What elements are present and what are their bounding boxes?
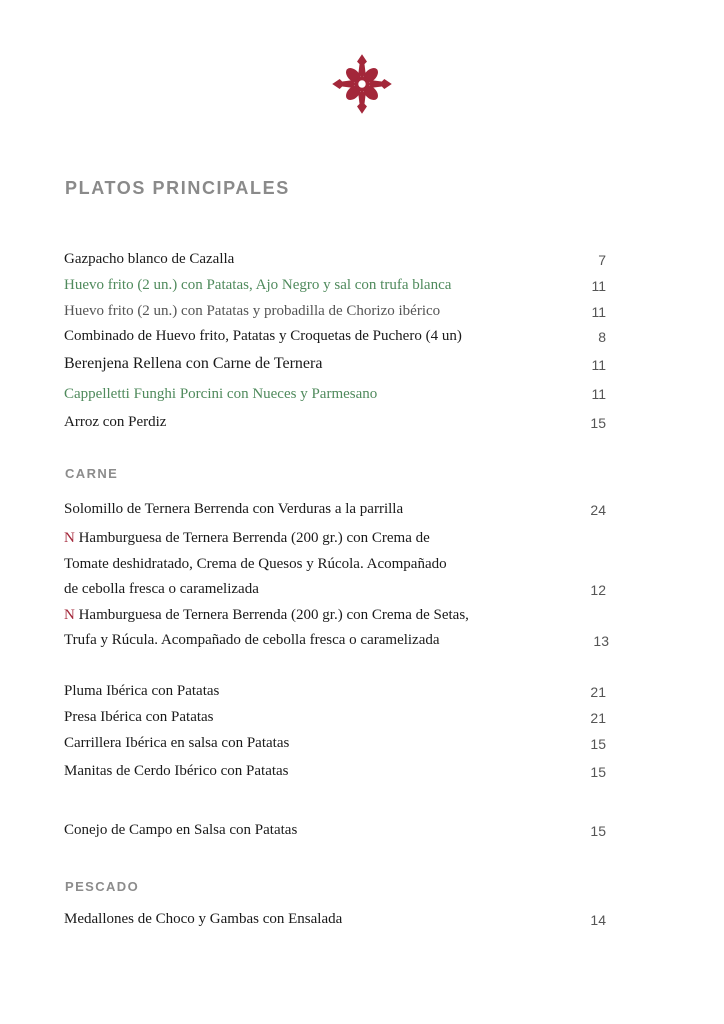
- menu-item-name: Arroz con Perdiz: [64, 414, 167, 430]
- new-badge: N: [64, 530, 75, 546]
- menu-item-description: Tomate deshidratado, Crema de Quesos y Rúcola. Acompañado: [64, 556, 447, 572]
- menu-item-price: 15: [590, 823, 606, 839]
- section-heading-pescado: PESCADO: [65, 879, 140, 894]
- fleur-cross-icon: [331, 53, 393, 115]
- menu-item-name: Huevo frito (2 un.) con Patatas, Ajo Negro y sal con trufa blanca: [64, 277, 452, 293]
- menu-item-price: 21: [590, 684, 606, 700]
- menu-item-name: [64, 607, 469, 624]
- menu-item-name: Manitas de Cerdo Ibérico con Patatas: [64, 763, 289, 779]
- menu-item-name: Carrillera Ibérica en salsa con Patatas: [64, 735, 290, 751]
- menu-item-name: Presa Ibérica con Patatas: [64, 709, 214, 725]
- menu-item-name: [64, 530, 430, 547]
- menu-item-name: Solomillo de Ternera Berrenda con Verduras a la parrilla: [64, 501, 404, 517]
- menu-item-price: 11: [591, 304, 606, 320]
- menu-item-price: 11: [591, 386, 606, 402]
- menu-item-name: Pluma Ibérica con Patatas: [64, 683, 220, 699]
- menu-item-text: Hamburguesa de Ternera Berrenda (200 gr.) con Crema de: [74, 530, 430, 546]
- menu-item-price: 14: [590, 912, 606, 928]
- menu-item-name: Medallones de Choco y Gambas con Ensalada: [64, 911, 343, 927]
- section-title-platos-principales: PLATOS PRINCIPALES: [65, 178, 290, 198]
- menu-item-price: 7: [598, 252, 606, 268]
- section-heading-carne: CARNE: [65, 466, 119, 481]
- menu-item-price: 21: [590, 710, 606, 726]
- menu-item-price: 11: [591, 357, 606, 373]
- menu-item-description: Trufa y Rúcula. Acompañado de cebolla fresca o caramelizada: [64, 632, 440, 648]
- menu-item-price: 15: [590, 415, 606, 431]
- menu-item-name: Berenjena Rellena con Carne de Ternera: [64, 355, 323, 372]
- menu-item-name: Combinado de Huevo frito, Patatas y Croquetas de Puchero (4 un): [64, 328, 462, 344]
- menu-item-name: Gazpacho blanco de Cazalla: [64, 251, 235, 267]
- new-badge: N: [64, 607, 75, 623]
- menu-item-name: Cappelletti Funghi Porcini con Nueces y Parmesano: [64, 386, 378, 402]
- menu-item-price: 15: [590, 764, 606, 780]
- menu-item-price: 12: [590, 582, 606, 598]
- menu-item-price: 24: [590, 502, 606, 518]
- menu-item-text: Hamburguesa de Ternera Berrenda (200 gr.) con Crema de Setas,: [74, 607, 469, 623]
- menu-item-name: Huevo frito (2 un.) con Patatas y probadilla de Chorizo ibérico: [64, 303, 441, 319]
- menu-item-price: 11: [591, 278, 606, 294]
- menu-item-price: 15: [590, 736, 606, 752]
- menu-item-price: 8: [598, 329, 606, 345]
- menu-item-description: de cebolla fresca o caramelizada: [64, 581, 259, 597]
- menu-item-price: 13: [593, 633, 609, 649]
- menu-item-name: Conejo de Campo en Salsa con Patatas: [64, 822, 298, 838]
